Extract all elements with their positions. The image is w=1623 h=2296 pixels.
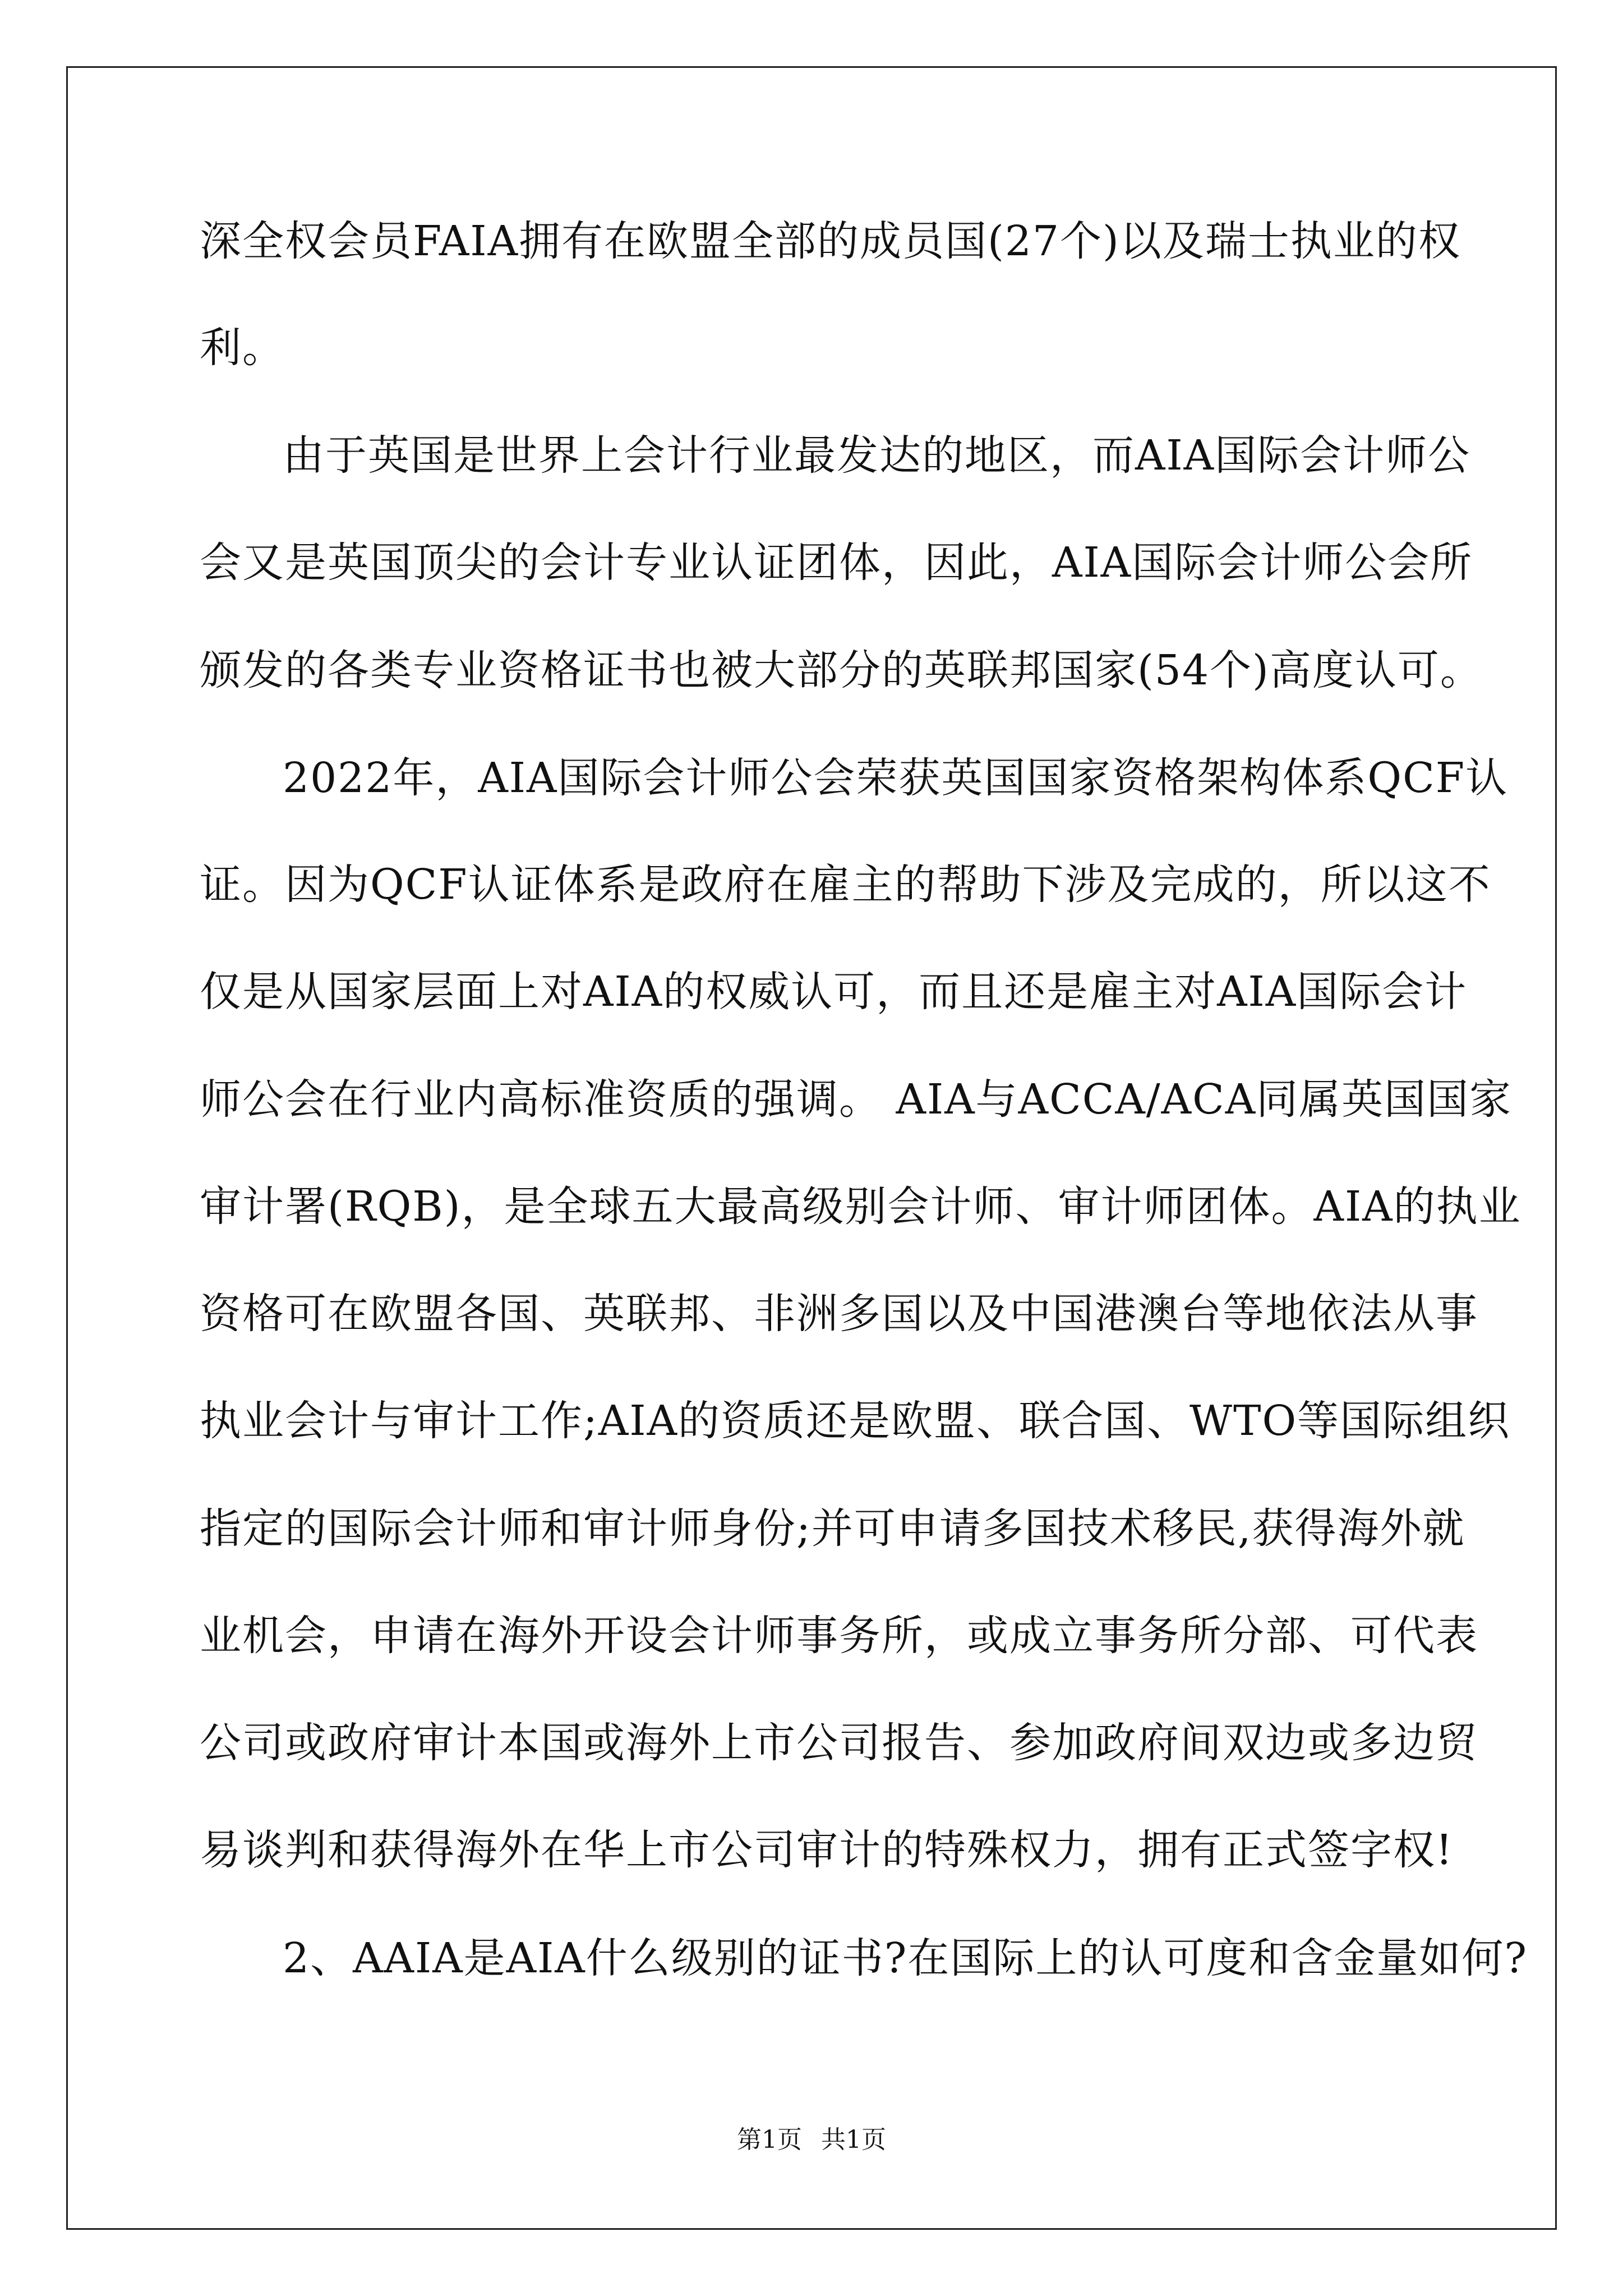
- text-line: 易谈判和获得海外在华上市公司审计的特殊权力，拥有正式签字权!: [200, 1826, 1454, 1874]
- text-line: 仅是从国家层面上对AIA的权威认可，而且还是雇主对AIA国际会计: [200, 968, 1468, 1016]
- page-total: 共1页: [821, 2125, 886, 2154]
- text-line: 证。因为QCF认证体系是政府在雇主的帮助下涉及完成的，所以这不: [200, 861, 1491, 909]
- text-line: 审计署(RQB)，是全球五大最高级别会计师、审计师团体。AIA的执业: [200, 1182, 1521, 1231]
- text-line: 颁发的各类专业资格证书也被大部分的英联邦国家(54个)高度认可。: [200, 646, 1483, 694]
- text-line: 利。: [200, 324, 285, 372]
- paragraph-start-line: 由于英国是世界上会计行业最发达的地区，而AIA国际会计师公: [283, 431, 1471, 480]
- text-line: 业机会，申请在海外开设会计师事务所，或成立事务所分部、可代表: [200, 1612, 1478, 1660]
- paragraph-start-line: 2022年，AIA国际会计师公会荣获英国国家资格架构体系QCF认: [283, 754, 1509, 802]
- text-line: 执业会计与审计工作;AIA的资质还是欧盟、联合国、WTO等国际组织: [200, 1397, 1511, 1445]
- page-footer: [0, 2123, 1623, 2157]
- text-line: 资格可在欧盟各国、英联邦、非洲多国以及中国港澳台等地依法从事: [200, 1290, 1478, 1338]
- text-line: 指定的国际会计师和审计师身份;并可申请多国技术移民,获得海外就: [200, 1504, 1465, 1553]
- page-number: 第1页: [737, 2125, 802, 2154]
- question-heading: 2、AAIA是AIA什么级别的证书?在国际上的认可度和含金量如何?: [283, 1934, 1528, 1982]
- text-line: 公司或政府审计本国或海外上市公司报告、参加政府间双边或多边贸: [200, 1719, 1478, 1767]
- text-line: 深全权会员FAIA拥有在欧盟全部的成员国(27个)以及瑞士执业的权: [200, 217, 1461, 265]
- text-line: 会又是英国顶尖的会计专业认证团体，因此，AIA国际会计师公会所: [200, 539, 1473, 587]
- text-line: 师公会在行业内高标准资质的强调。 AIA与ACCA/ACA同属英国国家: [200, 1075, 1513, 1124]
- page-border: [66, 66, 1557, 2230]
